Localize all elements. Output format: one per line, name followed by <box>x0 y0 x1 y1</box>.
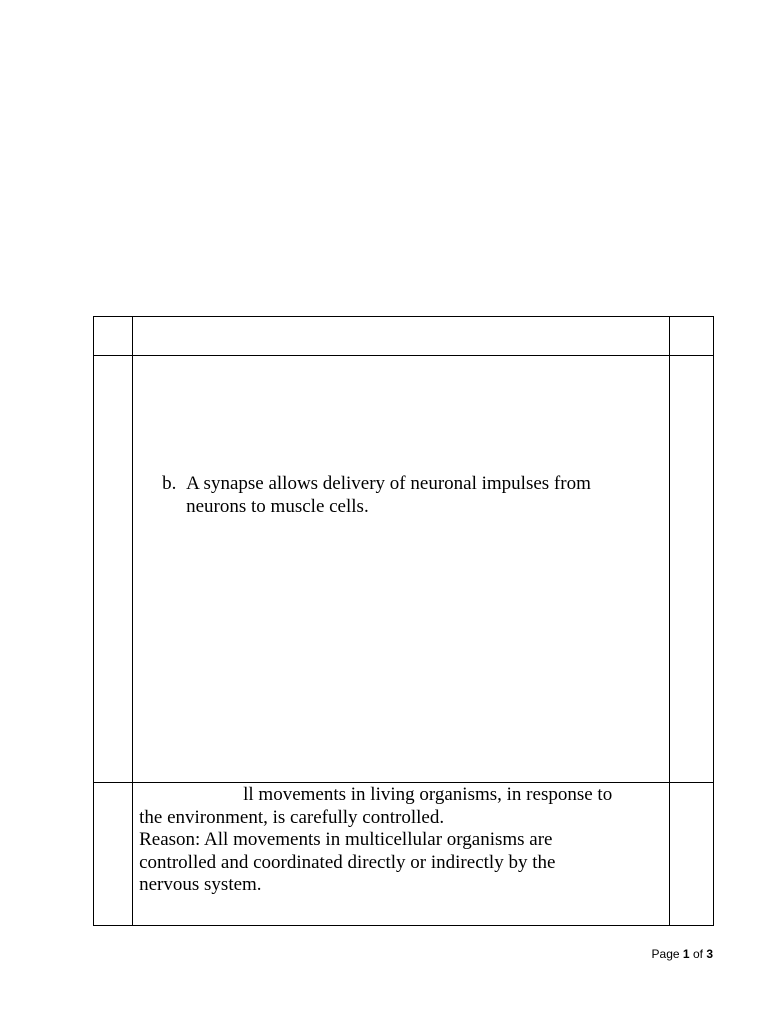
option-b-letter: b. <box>162 473 177 494</box>
page-label: Page <box>651 947 680 961</box>
table-header-row <box>94 317 714 356</box>
marks-cell <box>669 783 713 926</box>
marks-cell <box>669 356 713 783</box>
option-b-text <box>186 472 632 518</box>
option-b-line-2: neurons to muscle cells. <box>186 496 369 517</box>
question-number-cell <box>94 356 133 783</box>
assertion-reason-cell <box>133 783 670 926</box>
reason-line-3: nervous system. <box>139 874 262 895</box>
option-b <box>162 472 632 518</box>
question-table <box>93 316 714 926</box>
question-content-cell <box>133 356 670 783</box>
header-question-cell <box>133 317 670 356</box>
question-number-cell <box>94 783 133 926</box>
page-current: 1 <box>682 947 690 961</box>
option-b-line-1: A synapse allows delivery of neuronal impulses from <box>186 473 591 494</box>
header-number-cell <box>94 317 133 356</box>
table-row <box>94 783 714 926</box>
header-marks-cell <box>669 317 713 356</box>
reason-line-2: controlled and coordinated directly or indirectly by the <box>139 851 556 873</box>
assertion-line-1: ll movements in living organisms, in response to <box>243 784 613 805</box>
table-row <box>94 356 714 783</box>
reason-line-1: Reason: All movements in multicellular organisms are <box>139 829 553 850</box>
page-total: 3 <box>706 947 713 961</box>
assertion-line-2: the environment, is carefully controlled. <box>139 806 445 828</box>
assertion-reason-text <box>139 784 659 897</box>
page-number-footer <box>652 947 713 961</box>
page-of-label: of <box>692 947 703 961</box>
